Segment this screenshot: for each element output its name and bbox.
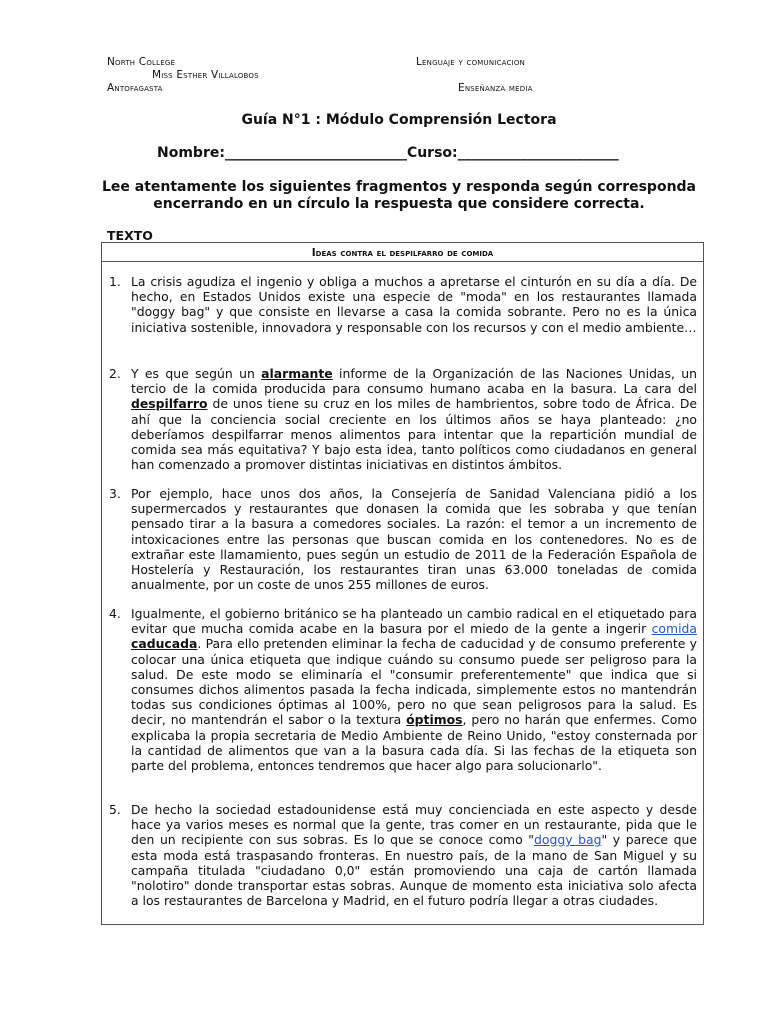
text-run: La crisis agudiza el ingenio y obliga a muchos a apretarse el cinturón en su día a día. De hecho, en Estados Unidos existe una especie de "moda" en los restaurantes llamada "doggy bag" y que consiste en llevarse a casa la comida sobrante. Pero no es la única iniciativa sostenible, innovadora y responsable con los recursos y con el medio ambiente… bbox=[131, 274, 697, 335]
text-run: informe de la Organización de las Naciones Unidas, un tercio de la comida producida para consumo humano acaba en la basura. La cara del bbox=[131, 366, 697, 397]
paragraph-text bbox=[131, 486, 697, 592]
emphasized-word: despilfarro bbox=[131, 396, 208, 412]
text-box-title: Ideas contra el despilfarro de comida bbox=[311, 247, 494, 259]
paragraph-number: 4. bbox=[109, 606, 121, 621]
paragraph-item bbox=[109, 802, 697, 908]
instructions: Lee atentamente los siguientes fragmentos y responda según corresponda encerrando en un círculo la respuesta que considere correcta. bbox=[101, 179, 697, 212]
text-box-divider bbox=[102, 261, 703, 262]
paragraph-item bbox=[109, 366, 697, 472]
inline-link[interactable]: doggy bag bbox=[534, 832, 602, 848]
text-run: , pero no harán que enfermes. Como explicaba la propia secretaria de Medio Ambiente de Reino Unido, "estoy consternada por la cantidad de alimentos que van a la basura cada día. Si las fechas de la etiqueta son parte del problema, entonces tendremos que hacer algo para solucionarlo". bbox=[131, 712, 698, 774]
city-name: Antofagasta bbox=[107, 82, 163, 94]
school-name: North College bbox=[107, 56, 176, 68]
text-run: Igualmente, el gobierno británico se ha planteado un cambio radical en el etiquetado para evitar que mucha comida acabe en la basura por el miedo de la gente a ingerir bbox=[131, 606, 697, 637]
paragraph-text bbox=[131, 366, 697, 472]
text-run: de unos tiene su cruz en los miles de hambrientos, sobre todo de África. De ahí que la conciencia social creciente en los últimos años se haya planteado: ¿no deberíamos despilfarrar menos alimentos para intentar que la repartición mundial de comida sea más equitativa? Y bajo esta idea, tanto políticos como ciudadanos en general han comenzado a promover distintas iniciativas en distintos ámbitos. bbox=[131, 396, 697, 473]
education-level: Enseñanza media bbox=[458, 82, 533, 94]
inline-link[interactable]: comida bbox=[651, 621, 697, 637]
text-run: " y parece que esta moda está traspasando fronteras. En nuestro país, de la mano de San Miguel y su campaña titulada "ciudadano 0,0" están promoviendo una caja de cartón llamada "nolotiro" donde transportar estas sobras. Aunque de momento esta iniciativa solo afecta a los restaurantes de Barcelona y Madrid, en el futuro podría llegar a otras ciudades. bbox=[131, 832, 697, 909]
paragraph-item bbox=[109, 486, 697, 592]
paragraph-item bbox=[109, 274, 697, 335]
emphasized-word: alarmante bbox=[261, 366, 333, 381]
paragraph-item bbox=[109, 606, 697, 773]
page-title: Guía N°1 : Módulo Comprensión Lectora bbox=[241, 112, 557, 128]
paragraph-number: 1. bbox=[109, 274, 121, 289]
emphasized-word: caducada bbox=[131, 636, 198, 652]
teacher-name: Miss Esther Villalobos bbox=[152, 69, 259, 81]
text-run: Por ejemplo, hace unos dos años, la Consejería de Sanidad Valenciana pidió a los supermercados y restaurantes que donasen la comida que les sobraba y que tenían pensado tirar a la basura a comedores sociales. La razón: el temor a un incremento de intoxicaciones entre las personas que buscan comida en los contenedores. No es de extrañar este llamamiento, pues según un estudio de 2011 de la Federación Española de Hostelería y Restauración, los restaurantes tiran unas 63.000 toneladas de comida anualmente, por un coste de unos 255 millones de euros. bbox=[131, 486, 697, 593]
text-run: De hecho la sociedad estadounidense está muy concienciada en este aspecto y desde hace ya varios meses es normal que la gente, tras comer en un restaurante, pida que le den un recipiente con sus sobras. Es lo que se conoce como " bbox=[131, 802, 697, 848]
text-run: Y es que según un bbox=[131, 366, 262, 381]
paragraph-number: 2. bbox=[109, 366, 121, 381]
name-course-line: Nombre:__________________________Curso:_______________________ bbox=[157, 145, 619, 161]
emphasized-word: óptimos bbox=[406, 712, 463, 728]
paragraph-number: 5. bbox=[109, 802, 121, 817]
subject-name: Lenguaje y comunicacion bbox=[416, 56, 525, 68]
text-box bbox=[101, 242, 704, 925]
text-run: . Para ello pretenden eliminar la fecha de caducidad y de consumo preferente y colocar una única etiqueta que indique cuándo su consumo puede ser peligroso para la salud. De este modo se eliminaría el "consumir preferentemente" que indica que si consumes dichos alimentos pasada la fecha indicada, simplemente estos no mantendrán todas sus condiciones óptimas al 100%, pero no que sean peligrosos para la salud. Es decir, no mantendrán el sabor o la textura bbox=[131, 636, 697, 728]
paragraph-text bbox=[131, 274, 697, 335]
paragraph-text bbox=[131, 606, 697, 773]
paragraph-text bbox=[131, 802, 697, 908]
paragraph-number: 3. bbox=[109, 486, 121, 501]
texto-label: TEXTO bbox=[107, 228, 153, 243]
